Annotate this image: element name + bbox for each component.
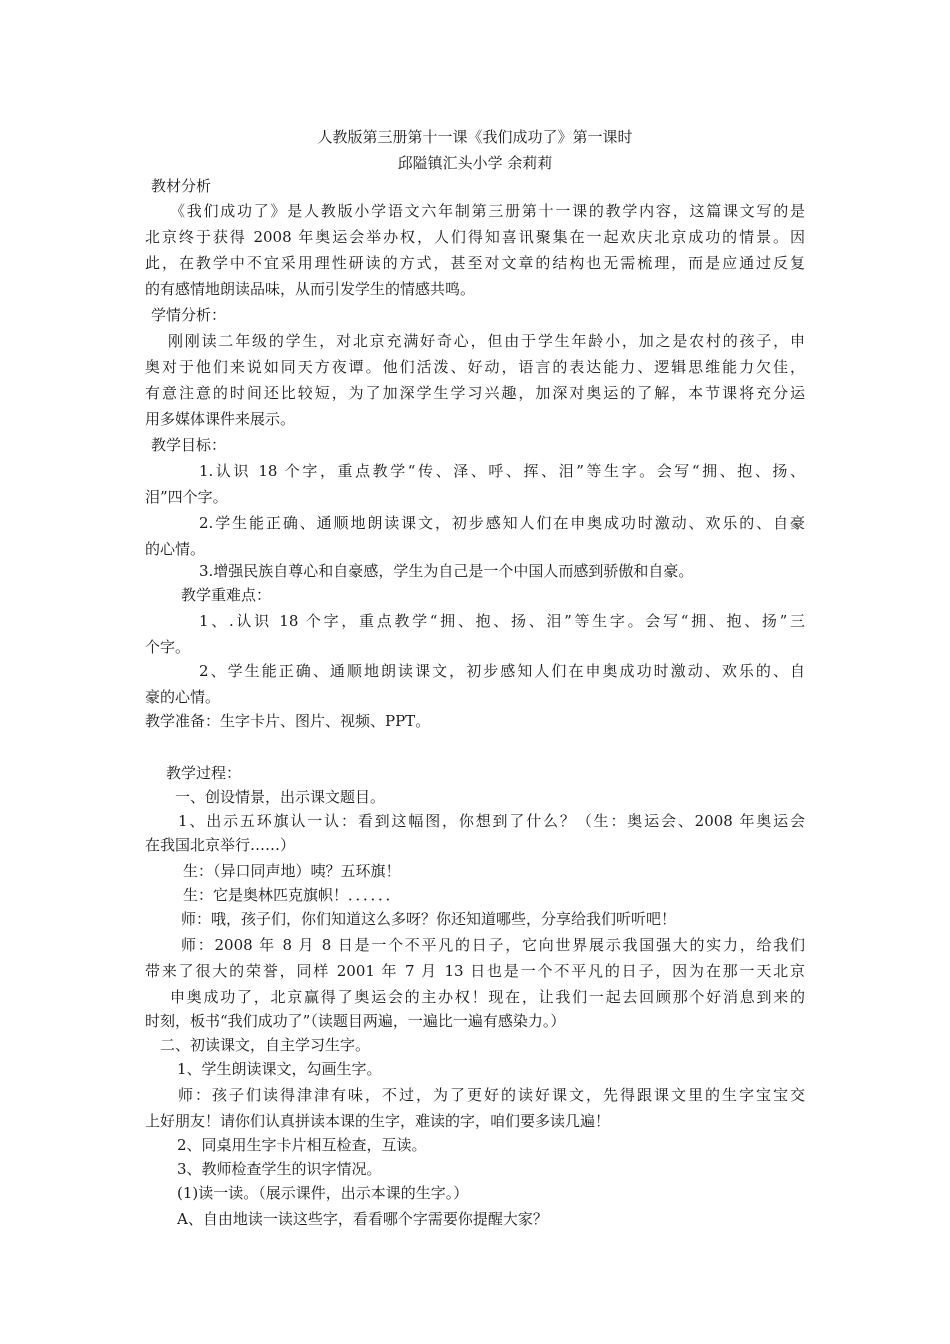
- body-line: 教学重难点：: [181, 586, 272, 604]
- body-line: 师：孩子们读得津津有味，不过，为了更好的读好课文，先得跟课文里的生字宝宝交: [178, 1086, 805, 1104]
- body-line: 的心情。: [145, 540, 206, 558]
- body-line: 一、创设情景，出示课文题目。: [175, 788, 386, 806]
- body-line: 用多媒体课件来展示。: [145, 410, 296, 428]
- body-line: 1、出示五环旗认一认：看到这幅图，你想到了什么？（生：奥运会、2008 年奥运会: [178, 812, 805, 830]
- body-line: 1、学生朗读课文，勾画生字。: [177, 1060, 382, 1078]
- body-line: 1、.认识 18 个字，重点教学“拥、抱、扬、泪”等生字。会写“拥、抱、扬”三: [199, 612, 805, 630]
- body-line: 此，在教学中不宜采用理性研读的方式，甚至对文章的结构也无需梳理，而是应通过反复: [145, 254, 805, 272]
- body-line: 师：2008 年 8 月 8 日是一个不平凡的日子，它向世界展示我国强大的实力，给我们: [181, 936, 805, 954]
- body-line: 2.学生能正确、通顺地朗读课文，初步感知人们在申奥成功时激动、欢乐的、自豪: [199, 514, 805, 532]
- body-line: (1)读一读。（展示课件，出示本课的生字。）: [177, 1184, 469, 1202]
- body-line: 《我们成功了》是人教版小学语文六年制第三册第十一课的教学内容，这篇课文写的是: [170, 202, 805, 220]
- body-line: 教学目标：: [151, 436, 227, 454]
- body-line: 泪”四个字。: [145, 488, 228, 506]
- document-author: 邱隘镇汇头小学 余莉莉: [397, 154, 553, 172]
- body-line: A、自由地读一读这些字，看看哪个字需要你提醒大家？: [177, 1210, 548, 1228]
- body-line: 带来了很大的荣誉，同样 2001 年 7 月 13 日也是一个不平凡的日子，因为在那一天北京: [145, 962, 805, 980]
- body-line: 生：（异口同声地）咦？五环旗！: [183, 862, 401, 880]
- document-title: 人教版第三册第十一课《我们成功了》第一课时: [317, 128, 633, 146]
- body-line: 师：哦，孩子们，你们知道这么多呀？你还知道哪些，分享给我们听听吧！: [181, 910, 677, 928]
- body-line: 教材分析: [151, 177, 212, 195]
- body-line: 教学准备：生字卡片、图片、视频、PPT。: [145, 712, 431, 730]
- body-line: 上好朋友！请你们认真拼读本课的生字，难读的字，咱们要多读几遍！: [145, 1112, 611, 1130]
- body-line: 学情分析：: [151, 306, 227, 324]
- body-line: 二、初读课文，自主学习生字。: [160, 1036, 371, 1054]
- body-line: 3、教师检查学生的识字情况。: [177, 1160, 382, 1178]
- body-line: 申奥成功了，北京赢得了奥运会的主办权！现在，让我们一起去回顾那个好消息到来的: [170, 988, 805, 1006]
- body-line: 奥对于他们来说如同天方夜谭。他们活泼、好动，语言的表达能力、逻辑思维能力欠佳，: [145, 358, 805, 376]
- body-line: 在我国北京举行……）: [145, 836, 296, 854]
- body-line: 刚刚读二年级的学生，对北京充满好奇心，但由于学生年龄小，加之是农村的孩子，申: [168, 332, 805, 350]
- body-line: 的有感情地朗读品味，从而引发学生的情感共鸣。: [145, 280, 476, 298]
- body-line: 2、同桌用生字卡片相互检查，互读。: [177, 1136, 427, 1154]
- body-line: 北京终于获得 2008 年奥运会举办权，人们得知喜讯聚集在一起欢庆北京成功的情景。因: [145, 228, 805, 246]
- body-line: 有意注意的时间还比较短，为了加深学生学习兴趣，加深对奥运的了解，本节课将充分运: [145, 384, 805, 402]
- body-line: 生：它是奥林匹克旗帜！．．．．．．: [183, 886, 401, 904]
- body-line: 2、学生能正确、通顺地朗读课文，初步感知人们在申奥成功时激动、欢乐的、自: [199, 662, 805, 680]
- body-line: 豪的心情。: [145, 688, 221, 706]
- body-line: 教学过程：: [166, 764, 242, 782]
- body-line: 1.认识 18 个字，重点教学“传、泽、呼、挥、泪”等生字。会写“拥、抱、扬、: [199, 462, 805, 480]
- body-line: 3.增强民族自尊心和自豪感，学生为自己是一个中国人而感到骄傲和自豪。: [199, 562, 694, 580]
- body-line: 个字。: [145, 638, 191, 656]
- body-line: 时刻，板书“我们成功了”（读题目两遍，一遍比一遍有感染力。）: [145, 1012, 566, 1030]
